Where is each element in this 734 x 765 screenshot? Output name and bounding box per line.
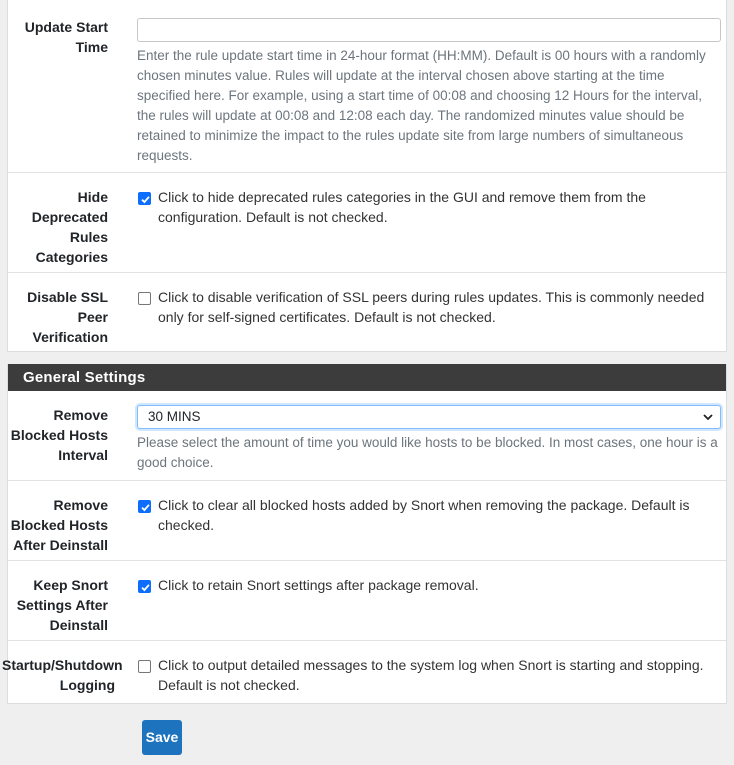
startup-logging-text: Click to output detailed messages to the system log when Snort is starting and stopping. Default is not checked. <box>158 657 704 693</box>
remove-interval-select[interactable] <box>137 405 721 429</box>
update-start-time-help: Enter the rule update start time in 24-hour format (HH:MM). Default is 00 hours with a randomly chosen minutes value. Rules will update at the interval chosen above starting at the time specified here. For example, using a start time of 00:08 and choosing 12 Hours for the interval, the rules will update at 00:08 and 12:08 each day. The randomized minutes value should be retained to minimize the impact to the rules update site from large numbers of simultaneous requests. <box>137 48 706 163</box>
row-remove-interval <box>8 391 726 480</box>
save-button[interactable]: Save <box>142 720 182 755</box>
row-keep-settings <box>8 560 726 640</box>
startup-logging-label: Startup/Shutdown Logging <box>2 657 123 693</box>
row-update-start-time <box>8 0 726 172</box>
update-start-time-input[interactable] <box>137 18 721 42</box>
general-settings-panel <box>2 364 727 704</box>
hide-deprecated-label: Hide Deprecated Rules Categories <box>31 189 108 265</box>
checkmark-icon <box>140 582 151 593</box>
hide-deprecated-checkbox[interactable] <box>138 192 151 205</box>
disable-ssl-label: Disable SSL Peer Verification <box>27 289 108 345</box>
keep-settings-checkbox[interactable] <box>138 580 151 593</box>
general-settings-header: General Settings <box>8 364 726 391</box>
remove-after-deinstall-label: Remove Blocked Hosts After Deinstall <box>10 497 108 553</box>
row-startup-logging <box>2 640 726 703</box>
remove-after-deinstall-text: Click to clear all blocked hosts added by Snort when removing the package. Default is checked. <box>158 497 690 533</box>
remove-after-deinstall-checkbox[interactable] <box>138 500 151 513</box>
remove-interval-selected: 30 MINS <box>148 409 201 424</box>
remove-interval-help: Please select the amount of time you would like hosts to be blocked. In most cases, one hour is a good choice. <box>137 435 718 470</box>
checkmark-icon <box>140 502 151 513</box>
rules-update-panel <box>7 0 727 352</box>
checkmark-icon <box>140 194 151 205</box>
update-start-time-label: Update Start Time <box>24 19 108 55</box>
keep-settings-label: Keep Snort Settings After Deinstall <box>16 577 108 633</box>
startup-logging-checkbox[interactable] <box>138 660 151 673</box>
row-remove-after-deinstall <box>8 480 726 560</box>
row-hide-deprecated <box>8 172 726 272</box>
keep-settings-text: Click to retain Snort settings after package removal. <box>158 577 479 593</box>
hide-deprecated-text: Click to hide deprecated rules categories in the GUI and remove them from the configuration. Default is not checked. <box>158 189 646 225</box>
chevron-down-icon <box>702 412 714 422</box>
disable-ssl-text: Click to disable verification of SSL peers during rules updates. This is commonly needed only for self-signed certificates. Default is not checked. <box>158 289 705 325</box>
remove-interval-label: Remove Blocked Hosts Interval <box>10 407 108 463</box>
disable-ssl-checkbox[interactable] <box>138 292 151 305</box>
row-disable-ssl <box>8 272 726 352</box>
